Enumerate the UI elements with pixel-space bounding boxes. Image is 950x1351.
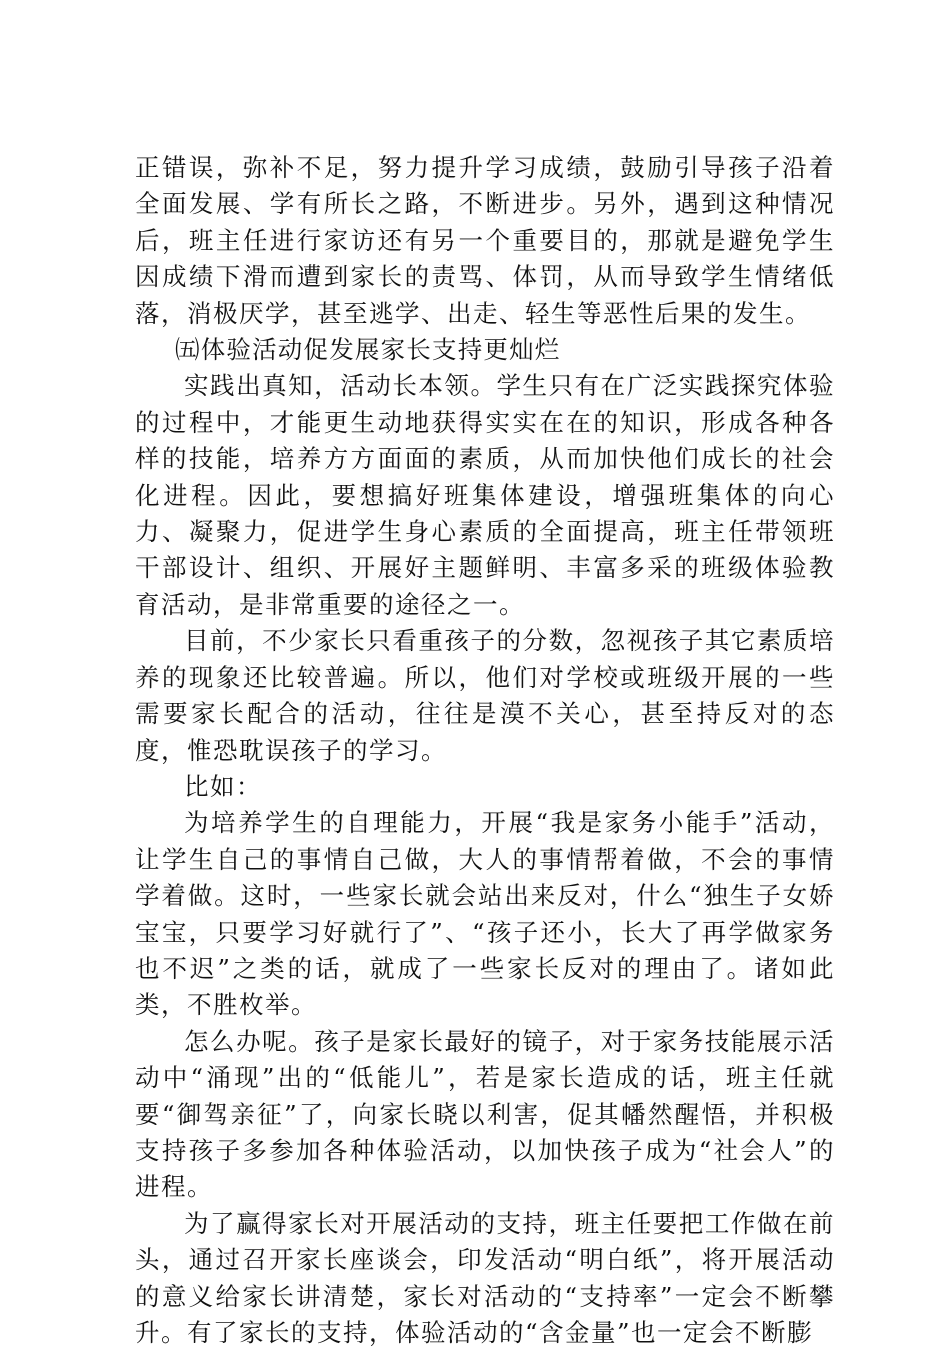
paragraph-continued: 正错误，弥补不足，努力提升学习成绩，鼓励引导孩子沿着全面发展、学有所长之路，不断进步。另外，遇到这种情况后，班主任进行家访还有另一个重要目的，那就是避免学生因成绩下滑而遭到家长的责骂、体罚，从而导致学生情绪低落，消极厌学，甚至逃学、出走、轻生等恶性后果的发生。 — [135, 153, 835, 328]
paragraph: 为了赢得家长对开展活动的支持，班主任要把工作做在前头，通过召开家长座谈会，印发活动“明白纸”，将开展活动的意义给家长讲清楚，家长对活动的“支持率”一定会不断攀升。有了家长的支持，体验活动的“含金量”也一定会不断膨 — [135, 1208, 835, 1347]
paragraph: 怎么办呢。孩子是家长最好的镜子，对于家务技能展示活动中“涌现”出的“低能儿”，若是家长造成的话，班主任就要“御驾亲征”了，向家长晓以利害，促其幡然醒悟，并积极支持孩子多参加各种体验活动，以加快孩子成为“社会人”的进程。 — [135, 1026, 835, 1202]
paragraph: 比如： — [184, 771, 262, 801]
section-heading: ㈤体验活动促发展家长支持更灿烂 — [175, 335, 561, 365]
paragraph: 目前，不少家长只看重孩子的分数，忽视孩子其它素质培养的现象还比较普遍。所以，他们对学校或班级开展的一些需要家长配合的活动，往往是漠不关心，甚至持反对的态度，惟恐耽误孩子的学习。 — [135, 626, 835, 765]
document-page — [135, 150, 835, 1351]
paragraph: 实践出真知，活动长本领。学生只有在广泛实践探究体验的过程中，才能更生动地获得实实在在的知识，形成各种各样的技能，培养方方面面的素质，从而加快他们成长的社会化进程。因此，要想搞好班集体建设，增强班集体的向心力、凝聚力，促进学生身心素质的全面提高，班主任带领班干部设计、组织、开展好主题鲜明、丰富多采的班级体验教育活动，是非常重要的途径之一。 — [135, 371, 835, 619]
paragraph: 为培养学生的自理能力，开展“我是家务小能手”活动，让学生自己的事情自己做，大人的事情帮着做，不会的事情学着做。这时，一些家长就会站出来反对，什么“独生子女娇宝宝，只要学习好就行了”、“孩子还小，长大了再学做家务也不迟”之类的话，就成了一些家长反对的理由了。诸如此类，不胜枚举。 — [135, 808, 835, 1020]
